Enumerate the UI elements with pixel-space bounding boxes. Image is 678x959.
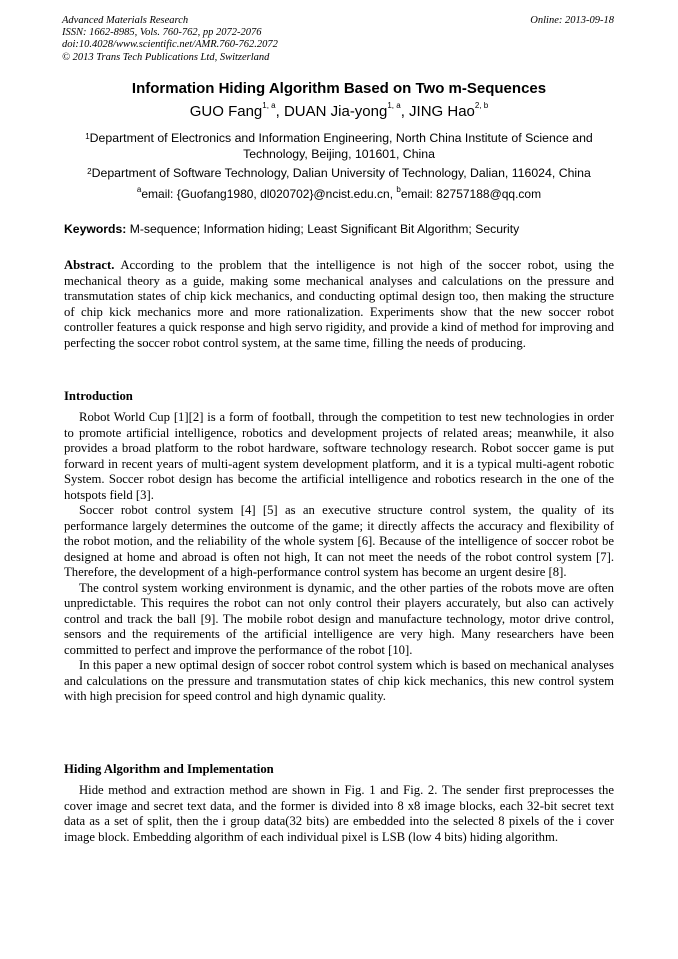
affiliation-text: Department of Electronics and Information Engineering, North China Institute of Science and Technology, Beijing, 101601, China	[89, 131, 593, 161]
author-affiliation-mark: 1, a	[262, 101, 276, 110]
introduction-section	[64, 410, 614, 705]
author-separator: ,	[400, 103, 410, 120]
journal-doi: doi:10.4028/www.scientific.net/AMR.760-762.2072	[62, 39, 278, 51]
abstract	[64, 258, 614, 351]
affiliation-2	[62, 166, 616, 182]
email-mark: a	[136, 185, 142, 194]
body-paragraph: The control system working environment is dynamic, and the other parties of the robots move are often unpredictable. This requires the robot can not only control their players accurately, but also can actively control and track the ball [9]. The mobile robot design and manufacture technology, motor drive control, sensors and the requirements of the artificial intelligence are very high. Many researchers have been committed to perfect and improve the performance of the robot [10].	[64, 580, 614, 657]
keywords	[64, 222, 615, 236]
body-paragraph: Hide method and extraction method are shown in Fig. 1 and Fig. 2. The sender first preprocesses the cover image and secret text data, and the former is divided into 8 x8 image blocks, each 32-bit secret text data as a set of split, then the i group data(32 bits) are embedded into the selected 8 pixels of the i cover image block. Embedding algorithm of each individual pixel is LSB (low 4 bits) hiding algorithm.	[64, 783, 614, 844]
journal-copyright: © 2013 Trans Tech Publications Ltd, Switzerland	[62, 51, 270, 63]
section-heading-hiding-algorithm: Hiding Algorithm and Implementation	[64, 762, 274, 776]
author-name: JING Hao	[409, 103, 475, 120]
email-text: email: {Guofang1980, dl020702}@ncist.edu.cn,	[141, 187, 397, 201]
keywords-label: Keywords:	[64, 222, 127, 236]
body-paragraph: Soccer robot control system [4] [5] as an executive structure control system, the quality of its performance largely determines the outcome of the game; it directly affects the accuracy and flexibility of the robot motion, and the reliability of the whole system [6]. Because of the intelligence of soccer robot be designed at home and abroad is often not high, It can not meet the needs of the robot control system [7]. Therefore, the development of a high-performance control system has become an urgent desire [8].	[64, 503, 614, 579]
author-list	[0, 103, 678, 120]
abstract-text: According to the problem that the intelligence is not high of the soccer robot, using the mechanical theory as a guide, making some mechanical analyses and calculations on the pressure and transmutation states of chip kick mechanics, and conducting optimal design too, then making the structure of chip kick mechanics more and more rationalization. Experiments show that the new soccer robot controller features a quick response and high servo rigidity, and provide a kind of method for improving and perfecting the soccer robot control system, at the same time, filling the needs of producing.	[64, 258, 614, 350]
author-emails	[0, 187, 678, 201]
affiliation-mark: 1	[85, 132, 90, 141]
author-separator: ,	[275, 103, 284, 120]
abstract-label: Abstract.	[64, 258, 115, 272]
hiding-algorithm-section	[64, 783, 614, 845]
online-date: Online: 2013-09-18	[530, 15, 614, 26]
email-mark: b	[396, 185, 401, 194]
journal-name: Advanced Materials Research	[62, 15, 189, 26]
section-heading-introduction: Introduction	[64, 389, 133, 403]
paper-title: Information Hiding Algorithm Based on Two m-Sequences	[131, 80, 547, 97]
abstract-paragraph	[64, 258, 614, 351]
body-paragraph: In this paper a new optimal design of soccer robot control system which is based on mechanical analyses and calculations on the pressure and transmutation states of chip kick mechanics, this new control system with high precision for speed control and high dynamic quality.	[64, 658, 614, 703]
author-name: DUAN Jia-yong	[283, 103, 388, 120]
affiliation-mark: 2	[87, 167, 92, 176]
affiliation-1	[62, 131, 616, 162]
keywords-text: M-sequence; Information hiding; Least Significant Bit Algorithm; Security	[126, 222, 520, 236]
author-affiliation-mark: 2, b	[474, 101, 489, 110]
affiliation-text: Department of Software Technology, Dalian University of Technology, Dalian, 116024, China	[91, 166, 591, 180]
journal-header	[62, 15, 614, 64]
journal-issn: ISSN: 1662-8985, Vols. 760-762, pp 2072-2076	[62, 27, 262, 39]
author-affiliation-mark: 1, a	[387, 101, 401, 110]
author-name: GUO Fang	[189, 103, 263, 120]
body-paragraph: Robot World Cup [1][2] is a form of football, through the competition to test new technologies in order to promote artificial intelligence, robotics and development projects of related areas; meanwhile, it also provides a broad platform to the robot hardware, software technology research. Robot soccer game is put forward in recent years of multi-agent system development platform, and it is a typical multi-agent robotic System. Soccer robot design has become the artificial intelligence and robotics research in the one of the hotspots field [3].	[64, 410, 614, 502]
email-text: email: 82757188@qq.com	[400, 187, 542, 201]
